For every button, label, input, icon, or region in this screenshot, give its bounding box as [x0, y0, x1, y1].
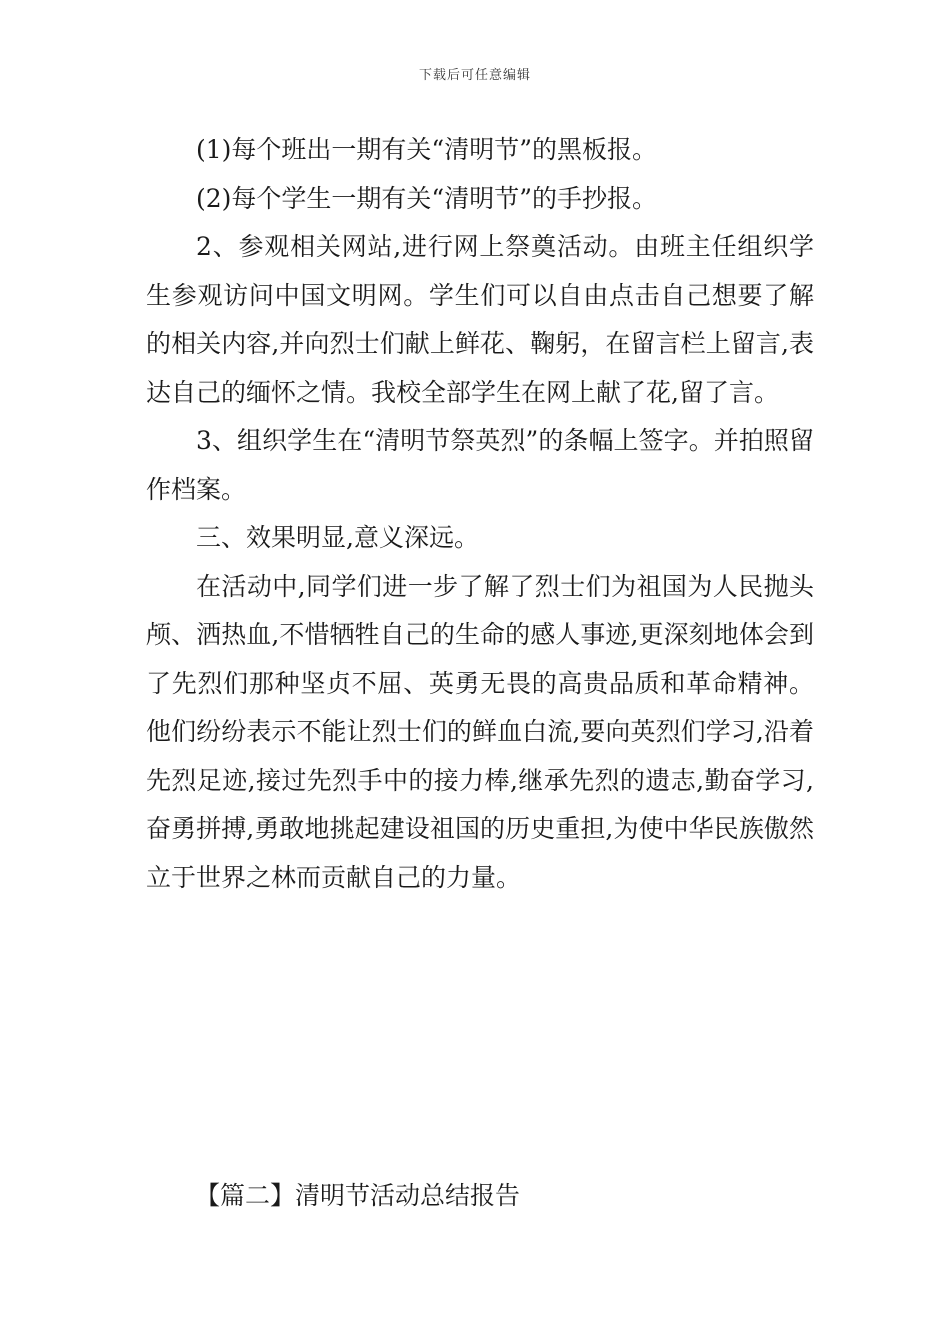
paragraph-activity-summary: 在活动中,同学们进一步了解了烈士们为祖国为人民抛头颅、洒热血,不惜牺牲自己的生命的感人事迹,更深刻地体会到了先烈们那种坚贞不屈、英勇无畏的高贵品质和革命精神。他们纷纷表示不能让烈士们的鲜血白流,要向英烈们学习,沿着先烈足迹,接过先烈手中的接力棒,继承先烈的遗志,勤奋学习,奋勇拼搏,勇敢地挑起建设祖国的历史重担,为使中华民族傲然立于世界之林而贡献自己的力量。 — [146, 571, 814, 892]
document-body — [146, 126, 814, 902]
paragraph-online-memorial: 2、参观相关网站,进行网上祭奠活动。由班主任组织学生参观访问中国文明网。学生们可以自由点击自己想要了解的相关内容,并向烈士们献上鲜花、鞠躬，在留言栏上留言,表达自己的缅怀之情。我校全部学生在网上献了花,留了言。 — [146, 232, 814, 407]
paragraph-section-three-heading: 三、效果明显,意义深远。 — [196, 523, 479, 552]
paragraph-banner-signing: 3、组织学生在“清明节祭英烈”的条幅上签字。并拍照留作档案。 — [146, 426, 814, 504]
paragraph-handwritten-report: (2)每个学生一期有关“清明节”的手抄报。 — [196, 183, 657, 213]
section-heading-part-two: 【篇二】清明节活动总结报告 — [195, 1181, 521, 1210]
page-header: 下载后可任意编辑 — [418, 68, 531, 83]
paragraph-blackboard-report: (1)每个班出一期有关“清明节”的黑板报。 — [196, 135, 657, 164]
